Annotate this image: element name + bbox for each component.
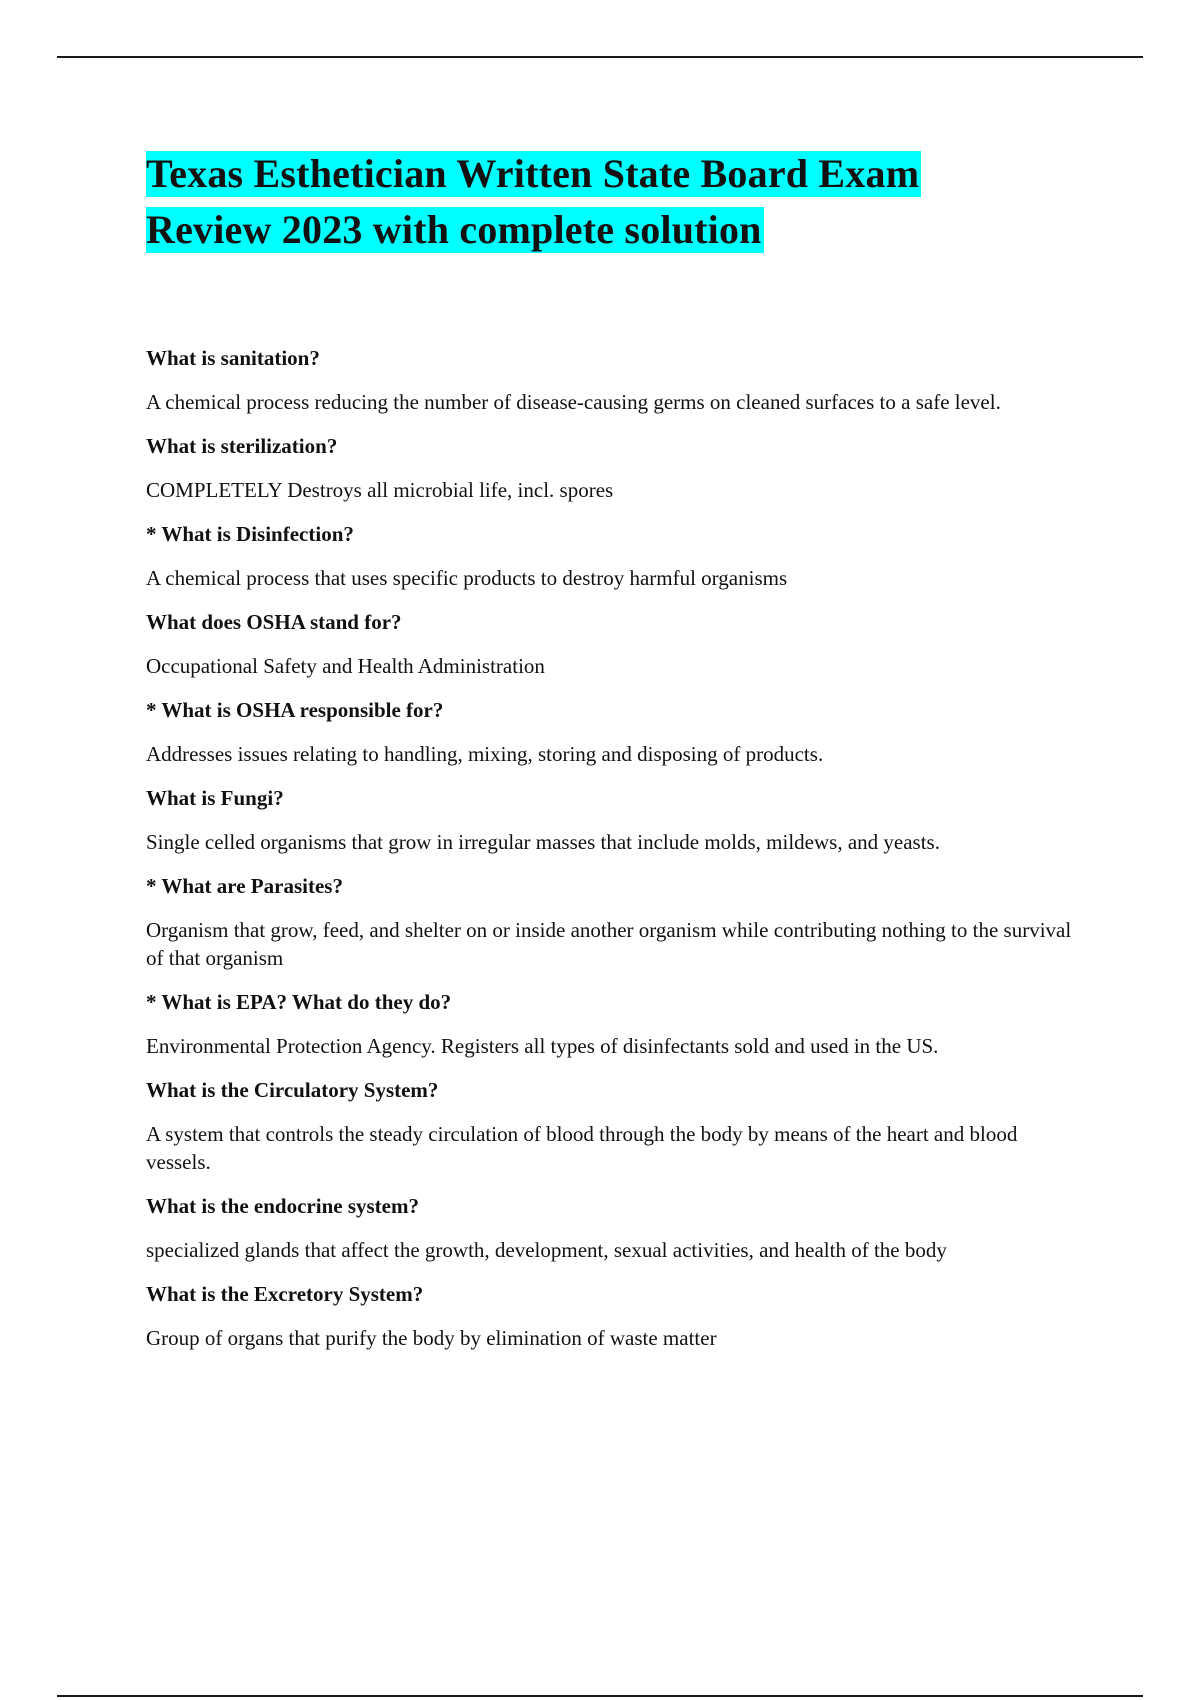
question-text: * What are Parasites? (146, 874, 343, 898)
question-text: * What is OSHA responsible for? (146, 698, 444, 722)
question-text: * What is Disinfection? (146, 522, 354, 546)
answer-text: specialized glands that affect the growth, development, sexual activities, and health of the body (146, 1238, 947, 1262)
top-divider (57, 56, 1143, 58)
question-text: What is the Excretory System? (146, 1282, 424, 1306)
answer-text: A chemical process that uses specific products to destroy harmful organisms (146, 566, 788, 590)
answer-text: A chemical process reducing the number of disease-causing germs on cleaned surfaces to a safe level. (146, 390, 1001, 414)
answer-text: Environmental Protection Agency. Registers all types of disinfectants sold and used in the US. (146, 1034, 939, 1058)
answer-text: Addresses issues relating to handling, mixing, storing and disposing of products. (146, 742, 824, 766)
document-title-line-1: Texas Esthetician Written State Board Exam (146, 151, 920, 196)
question-text: What is sanitation? (146, 346, 320, 370)
answer-text: Single celled organisms that grow in irregular masses that include molds, mildews, and yeasts. (146, 830, 940, 854)
bottom-divider (57, 1695, 1143, 1697)
question-text: * What is EPA? What do they do? (146, 990, 452, 1014)
document-title (146, 146, 1086, 258)
question-text: What is Fungi? (146, 786, 284, 810)
question-text: What is sterilization? (146, 434, 338, 458)
answer-text: Organism that grow, feed, and shelter on or inside another organism while contributing nothing to the survival of that organism (146, 918, 1072, 970)
question-text: What is the endocrine system? (146, 1194, 419, 1218)
document-page (146, 146, 1086, 1368)
qa-list (146, 344, 1086, 1352)
question-text: What does OSHA stand for? (146, 610, 402, 634)
answer-text: Occupational Safety and Health Administration (146, 654, 545, 678)
answer-text: Group of organs that purify the body by elimination of waste matter (146, 1326, 717, 1350)
document-title-line-2: Review 2023 with complete solution (146, 207, 762, 252)
question-text: What is the Circulatory System? (146, 1078, 439, 1102)
answer-text: COMPLETELY Destroys all microbial life, incl. spores (146, 478, 614, 502)
answer-text: A system that controls the steady circulation of blood through the body by means of the heart and blood vessels. (146, 1122, 1018, 1174)
